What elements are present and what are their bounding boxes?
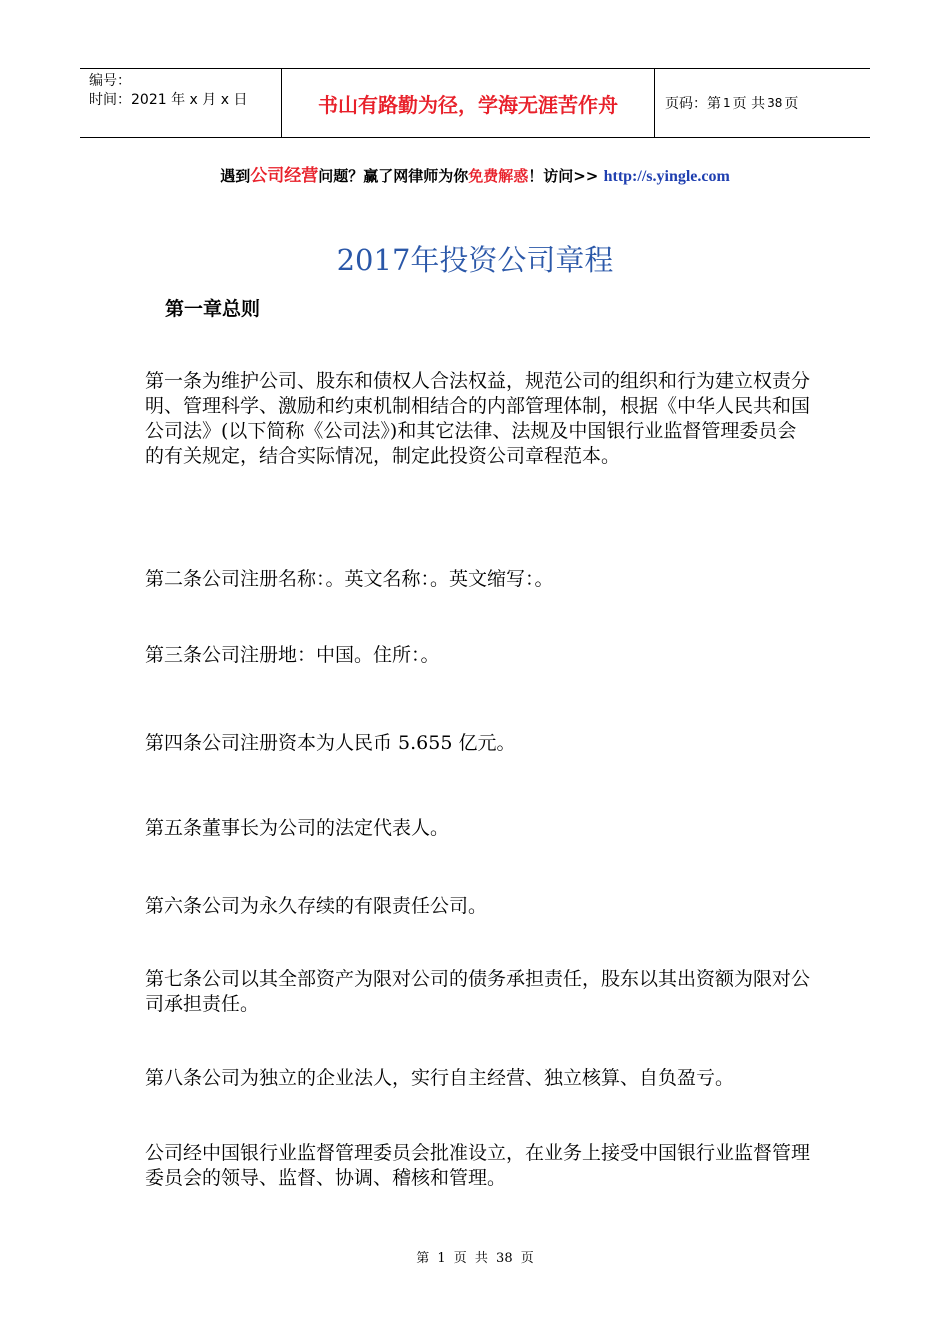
promo-text-3: ！访问>> (528, 167, 604, 185)
header-info-cell (80, 69, 281, 137)
page-suffix: 页 (784, 96, 799, 112)
article-1: 第一条为维护公司、股东和债权人合法权益，规范公司的组织和行为建立权责分明、管理科学、激励和约束机制相结合的内部管理体制，根据《中华人民共和国公司法》(以下简称《公司法》)和其它法律、法规及中国银行业监督管理委员会的有关规定，结合实际情况，制定此投资公司章程范本。 (145, 370, 811, 467)
article-5: 第五条董事长为公司的法定代表人。 (145, 817, 450, 839)
number-label: 编号： (89, 73, 131, 89)
article-4: 第四条公司注册资本为人民币 5.655 亿元。 (145, 732, 516, 754)
article-6: 第六条公司为永久存续的有限责任公司。 (145, 895, 488, 917)
article-3: 第三条公司注册地：中国。住所：。 (145, 644, 440, 666)
article-7: 第七条公司以其全部资产为限对公司的债务承担责任，股东以其出资额为限对公司承担责任。 (145, 968, 811, 1015)
promo-highlight-1: 公司经营 (250, 166, 319, 186)
chapter-heading: 第一章总则 (165, 298, 261, 320)
promo-highlight-2: 免费解惑 (468, 167, 529, 185)
page-footer: 第 1 页 共 38 页 (416, 1251, 534, 1266)
page-mid: 页 共 (732, 96, 766, 112)
promo-link[interactable]: http://s.yingle.com (603, 168, 730, 185)
promo-text-2: 问题？赢了网律师为你 (318, 167, 469, 185)
page-prefix: 页码：第 (665, 96, 721, 112)
article-8: 第八条公司为独立的企业法人，实行自主经营、独立核算、自负盈亏。 (145, 1067, 735, 1089)
document-title: 2017年投资公司章程 (336, 243, 614, 277)
page-current: 1 (723, 96, 731, 110)
page-indicator (655, 69, 870, 137)
header-table (80, 68, 870, 138)
time-label: 时间：2021 年 x 月 x 日 (89, 92, 248, 108)
promo-text-1: 遇到 (220, 167, 251, 185)
page-total: 38 (767, 96, 783, 110)
article-8-supplement: 公司经中国银行业监督管理委员会批准设立，在业务上接受中国银行业监督管理委员会的领导、监督、协调、稽核和管理。 (145, 1142, 811, 1189)
promo-banner (0, 161, 950, 186)
motto: 书山有路勤为径，学海无涯苦作舟 (281, 69, 655, 137)
article-2: 第二条公司注册名称：。英文名称：。英文缩写：。 (145, 568, 554, 590)
